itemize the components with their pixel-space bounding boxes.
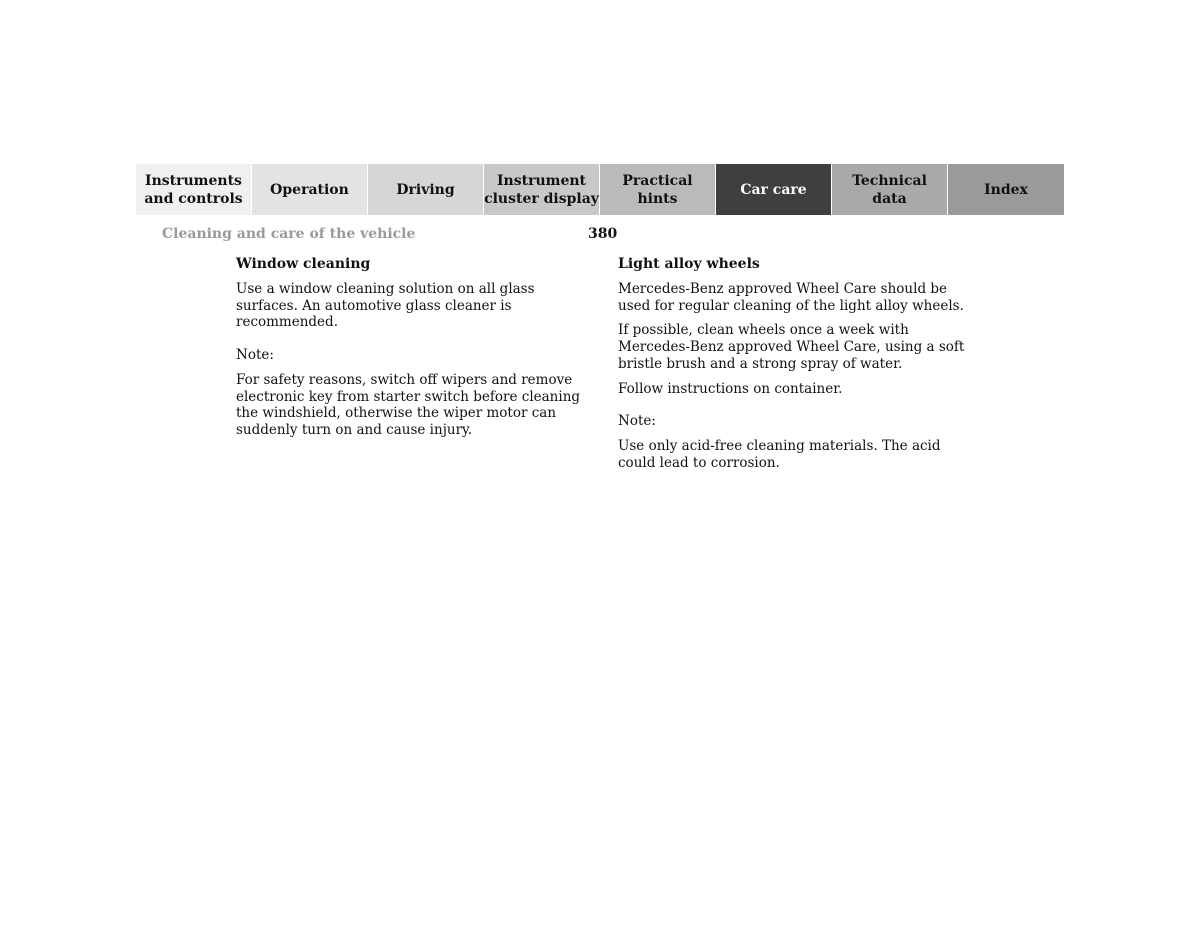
window-cleaning-paragraph: Use a window cleaning solution on all glass surfaces. An automotive glass cleaner is recommended. bbox=[236, 281, 535, 331]
wheel-cleaning-frequency-paragraph: If possible, clean wheels once a week with Mercedes-Benz approved Wheel Care, using a soft bristle brush and a strong spray of water. bbox=[618, 322, 965, 372]
tab-driving[interactable]: Driving bbox=[368, 164, 484, 215]
tab-practical-hints[interactable]: Practical hints bbox=[600, 164, 716, 215]
window-cleaning-section bbox=[236, 256, 591, 447]
tab-index[interactable]: Index bbox=[948, 164, 1064, 215]
note-label: Note: bbox=[618, 413, 656, 430]
window-cleaning-heading: Window cleaning bbox=[236, 256, 371, 272]
light-alloy-wheels-heading: Light alloy wheels bbox=[618, 256, 760, 272]
wheel-care-paragraph: Mercedes-Benz approved Wheel Care should be used for regular cleaning of the light alloy wheels. bbox=[618, 281, 964, 314]
page-number: 380 bbox=[588, 226, 618, 242]
tab-instrument-cluster-display[interactable]: Instrument cluster display bbox=[484, 164, 600, 215]
tab-technical-data[interactable]: Technical data bbox=[832, 164, 948, 215]
container-instructions-paragraph: Follow instructions on container. bbox=[618, 380, 843, 397]
tab-instruments-and-controls[interactable]: Instruments and controls bbox=[136, 164, 252, 215]
note-label: Note: bbox=[236, 347, 274, 364]
section-title: Cleaning and care of the vehicle bbox=[162, 226, 416, 242]
chapter-tabs bbox=[136, 164, 1064, 215]
tab-car-care[interactable]: Car care bbox=[716, 164, 832, 215]
acid-free-note-text: Use only acid-free cleaning materials. The acid could lead to corrosion. bbox=[618, 437, 941, 471]
light-alloy-wheels-section bbox=[618, 256, 973, 479]
tab-operation[interactable]: Operation bbox=[252, 164, 368, 215]
window-cleaning-note-text: For safety reasons, switch off wipers and remove electronic key from starter switch before cleaning the windshield, otherwise the wiper motor can suddenly turn on and cause injury. bbox=[236, 371, 581, 438]
